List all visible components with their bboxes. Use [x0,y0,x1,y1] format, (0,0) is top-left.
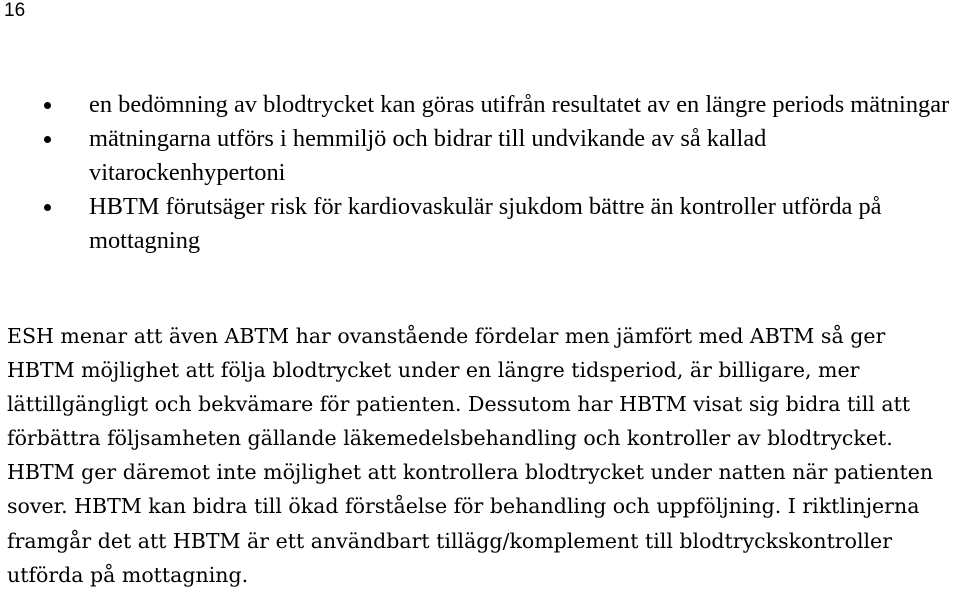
bullet-icon [44,204,51,211]
bullet-text: mätningarna utförs i hemmiljö och bidrar till undvikande av så kallad vitarockenhypertoni [89,125,767,186]
bullet-icon [44,102,51,109]
body-paragraph: ESH menar att även ABTM har ovanstående fördelar men jämfört med ABTM så ger HBTM möjlighet att följa blodtrycket under en längre tidsperiod, är billigare, mer lättillgängligt och bekvämare för patienten. Dessutom har HBTM visat sig bidra till att förbättra följsamheten gällande läkemedelsbehandling och kontroller av blodtrycket. HBTM ger däremot inte möjlighet att kontrollera blodtrycket under natten när patienten sover. HBTM kan bidra till ökad förståelse för behandling och uppföljning. I riktlinjerna framgår det att HBTM är ett användbart tillägg/komplement till blodtryckskontroller utförda på mottagning. [7,324,934,587]
bullet-icon [44,136,51,143]
page-number: 16 [4,0,26,21]
bullet-text: en bedömning av blodtrycket kan göras utifrån resultatet av en längre periods mätningar [89,91,950,118]
bullet-item [0,190,960,258]
bullet-list [0,88,960,258]
bullet-item [0,122,960,190]
bullet-item [0,88,960,122]
bullet-text: HBTM förutsäger risk för kardiovaskulär sjukdom bättre än kontroller utförda på mottagning [89,193,882,254]
